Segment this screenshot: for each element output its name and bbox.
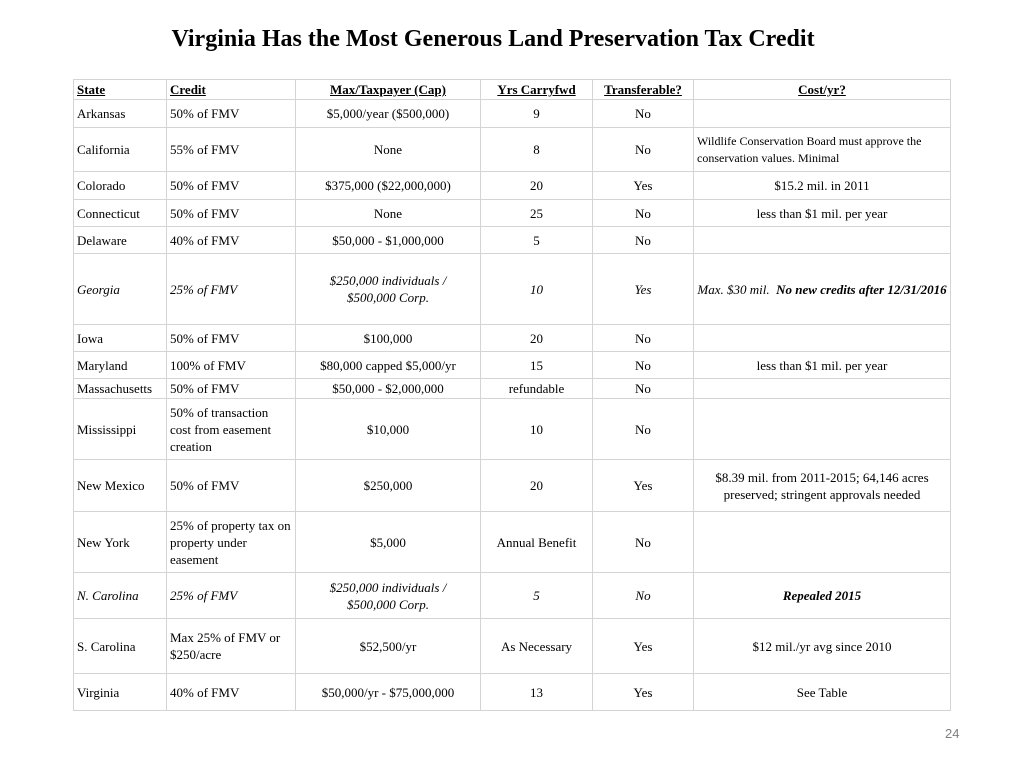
cell-yrs: refundable — [481, 379, 593, 399]
header-state: State — [74, 80, 167, 100]
cell-state: Maryland — [74, 352, 167, 379]
cell-state: Colorado — [74, 172, 167, 200]
cell-max: $10,000 — [296, 399, 481, 460]
cell-credit: 25% of property tax on property under easement — [167, 512, 296, 573]
cell-cost: See Table — [694, 674, 951, 711]
table-row — [74, 352, 951, 379]
cell-transferable: Yes — [593, 254, 694, 325]
table-row — [74, 674, 951, 711]
table-row — [74, 172, 951, 200]
cell-state: New Mexico — [74, 460, 167, 512]
cell-transferable: No — [593, 512, 694, 573]
cell-transferable: No — [593, 227, 694, 254]
tax-credit-table — [73, 79, 951, 711]
cell-credit: 50% of FMV — [167, 325, 296, 352]
cell-yrs: 8 — [481, 128, 593, 172]
cell-max — [296, 254, 481, 325]
cell-max: $5,000 — [296, 512, 481, 573]
table-row — [74, 379, 951, 399]
cell-max: $250,000 — [296, 460, 481, 512]
header-credit: Credit — [167, 80, 296, 100]
cell-credit: 50% of transaction cost from easement creation — [167, 399, 296, 460]
table-row — [74, 460, 951, 512]
cell-cost — [694, 512, 951, 573]
table-row — [74, 512, 951, 573]
cell-yrs: Annual Benefit — [481, 512, 593, 573]
cell-cost: less than $1 mil. per year — [694, 200, 951, 227]
cell-yrs: 10 — [481, 254, 593, 325]
cell-credit: 100% of FMV — [167, 352, 296, 379]
cell-state: Massachusetts — [74, 379, 167, 399]
cell-credit: 50% of FMV — [167, 100, 296, 128]
header-cost-yr: Cost/yr? — [694, 80, 951, 100]
cell-max-line: $500,000 Corp. — [347, 596, 429, 612]
cost-no-new-credits-text: No new credits after 12/31/2016 — [776, 281, 947, 297]
cell-transferable: Yes — [593, 172, 694, 200]
cell-cost: Wildlife Conservation Board must approve the conservation values. Minimal — [694, 128, 951, 172]
cell-credit: 40% of FMV — [167, 674, 296, 711]
cell-yrs: 5 — [481, 573, 593, 619]
cell-max: $50,000 - $1,000,000 — [296, 227, 481, 254]
table-row — [74, 100, 951, 128]
cell-credit: 25% of FMV — [167, 573, 296, 619]
cell-state: Connecticut — [74, 200, 167, 227]
cell-max-line: $250,000 individuals / — [329, 273, 447, 288]
cell-state: N. Carolina — [74, 573, 167, 619]
cell-cost: $15.2 mil. in 2011 — [694, 172, 951, 200]
cell-yrs: 5 — [481, 227, 593, 254]
cell-cost: less than $1 mil. per year — [694, 352, 951, 379]
cell-cost: $8.39 mil. from 2011-2015; 64,146 acres preserved; stringent approvals needed — [694, 460, 951, 512]
table-row — [74, 200, 951, 227]
cell-state: Georgia — [74, 254, 167, 325]
cell-state: Virginia — [74, 674, 167, 711]
cell-cost — [694, 100, 951, 128]
cell-cost — [694, 227, 951, 254]
header-transferable: Transferable? — [593, 80, 694, 100]
cell-max: $50,000 - $2,000,000 — [296, 379, 481, 399]
cell-transferable: No — [593, 325, 694, 352]
cell-yrs: 15 — [481, 352, 593, 379]
page-title: Virginia Has the Most Generous Land Preservation Tax Credit — [171, 26, 815, 52]
table-row — [74, 227, 951, 254]
table-row — [74, 254, 951, 325]
cell-credit: 50% of FMV — [167, 200, 296, 227]
cell-state: New York — [74, 512, 167, 573]
cost-max-text: Max. $30 mil. — [697, 281, 770, 297]
cell-max: $80,000 capped $5,000/yr — [296, 352, 481, 379]
cell-cost: $12 mil./yr avg since 2010 — [694, 619, 951, 674]
cell-credit: 25% of FMV — [167, 254, 296, 325]
cell-transferable: Yes — [593, 619, 694, 674]
cell-yrs: 20 — [481, 460, 593, 512]
cell-max: None — [296, 128, 481, 172]
cell-credit: 50% of FMV — [167, 460, 296, 512]
cell-transferable: No — [593, 100, 694, 128]
cell-yrs: 20 — [481, 325, 593, 352]
cell-transferable: Yes — [593, 460, 694, 512]
cell-cost — [694, 379, 951, 399]
cell-max — [296, 573, 481, 619]
cell-credit: 40% of FMV — [167, 227, 296, 254]
table-header-row — [74, 80, 951, 100]
cell-max: $100,000 — [296, 325, 481, 352]
cell-cost: Repealed 2015 — [694, 573, 951, 619]
cell-state: S. Carolina — [74, 619, 167, 674]
header-max-taxpayer: Max/Taxpayer (Cap) — [296, 80, 481, 100]
cell-state: Iowa — [74, 325, 167, 352]
cell-yrs: 10 — [481, 399, 593, 460]
cell-max: $52,500/yr — [296, 619, 481, 674]
cell-state: Delaware — [74, 227, 167, 254]
cell-transferable: No — [593, 352, 694, 379]
cell-max: $50,000/yr - $75,000,000 — [296, 674, 481, 711]
cell-yrs: 9 — [481, 100, 593, 128]
cell-cost — [694, 254, 951, 325]
cell-max-line: $500,000 Corp. — [347, 290, 429, 305]
cell-state: Mississippi — [74, 399, 167, 460]
cell-max-line: $250,000 individuals / — [329, 579, 447, 595]
cell-max: None — [296, 200, 481, 227]
cell-transferable: No — [593, 573, 694, 619]
header-yrs-carryfwd: Yrs Carryfwd — [481, 80, 593, 100]
cell-transferable: No — [593, 128, 694, 172]
cell-transferable: No — [593, 200, 694, 227]
cell-max: $5,000/year ($500,000) — [296, 100, 481, 128]
cell-transferable: Yes — [593, 674, 694, 711]
cell-max: $375,000 ($22,000,000) — [296, 172, 481, 200]
cell-yrs: 25 — [481, 200, 593, 227]
cell-transferable: No — [593, 379, 694, 399]
table-row — [74, 399, 951, 460]
cell-cost — [694, 399, 951, 460]
table-row — [74, 128, 951, 172]
cell-yrs: 13 — [481, 674, 593, 711]
cell-state: Arkansas — [74, 100, 167, 128]
cell-transferable: No — [593, 399, 694, 460]
table-row — [74, 573, 951, 619]
page-number: 24 — [945, 726, 960, 741]
cell-yrs: As Necessary — [481, 619, 593, 674]
cell-credit: 50% of FMV — [167, 379, 296, 399]
cell-credit: Max 25% of FMV or $250/acre — [167, 619, 296, 674]
cell-state: California — [74, 128, 167, 172]
cell-cost — [694, 325, 951, 352]
table-row — [74, 619, 951, 674]
cell-credit: 50% of FMV — [167, 172, 296, 200]
table-row — [74, 325, 951, 352]
cell-yrs: 20 — [481, 172, 593, 200]
cell-credit: 55% of FMV — [167, 128, 296, 172]
